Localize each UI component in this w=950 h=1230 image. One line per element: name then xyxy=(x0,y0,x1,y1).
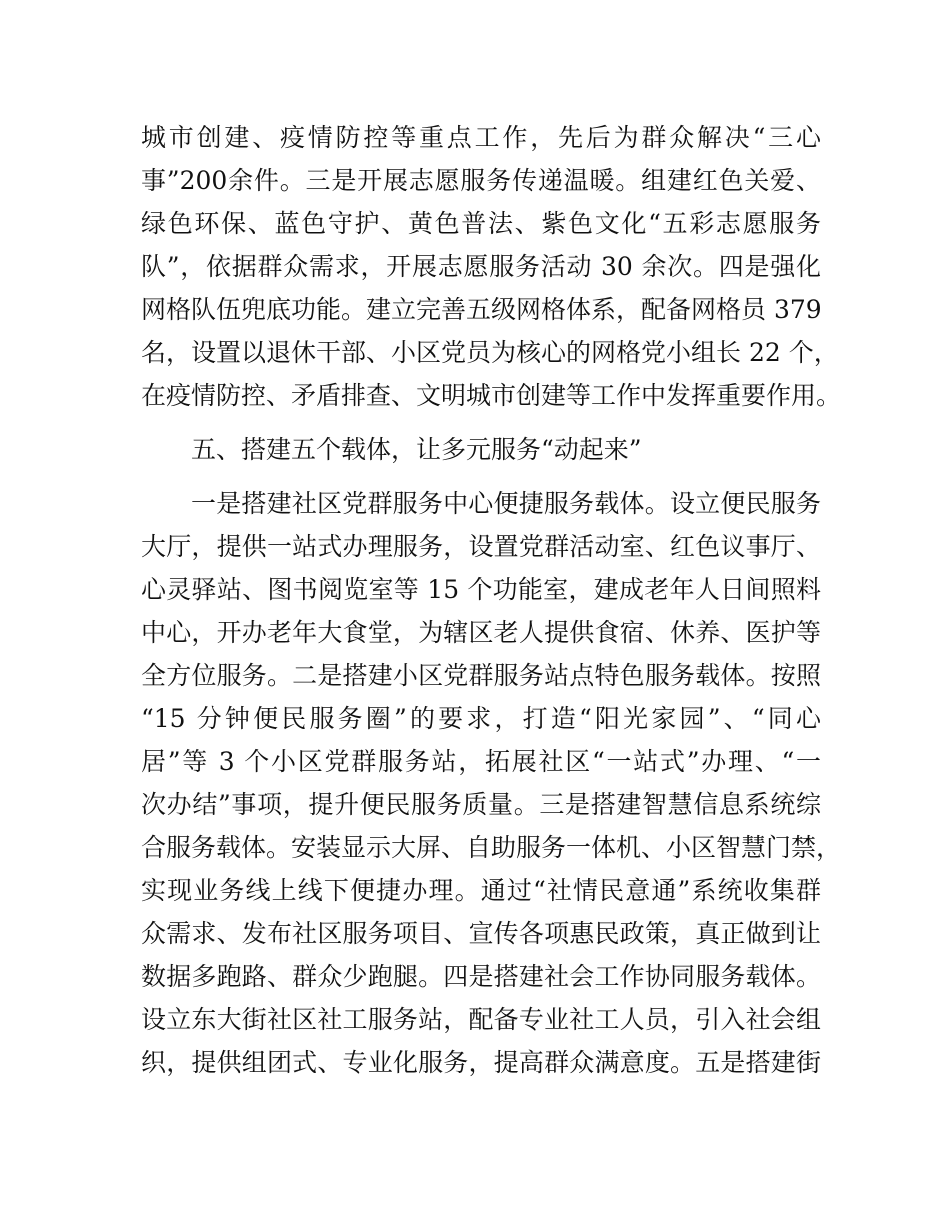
text-line: 绿色环保、蓝色守护、黄色普法、紫色文化“五彩志愿服务 xyxy=(141,209,821,238)
text-line: 一是搭建社区党群服务中心便捷服务载体。设立便民服务 xyxy=(191,489,821,518)
text-line: 大厅，提供一站式办理服务，设置党群活动室、红色议事厅、 xyxy=(141,532,821,561)
text-line: “15 分钟便民服务圈”的要求，打造“阳光家园”、“同心 xyxy=(141,704,821,733)
text-line: 城市创建、疫情防控等重点工作，先后为群众解决“三心 xyxy=(141,123,821,152)
text-line: 次办结”事项，提升便民服务质量。三是搭建智慧信息系统综 xyxy=(141,790,821,819)
text-line: 心灵驿站、图书阅览室等 15 个功能室，建成老年人日间照料 xyxy=(141,575,821,604)
text-line: 全方位服务。二是搭建小区党群服务站点特色服务载体。按照 xyxy=(141,661,821,690)
text-line: 队”，依据群众需求，开展志愿服务活动 30 余次。四是强化 xyxy=(141,252,821,281)
section-heading: 五、搭建五个载体，让多元服务“动起来” xyxy=(191,435,642,464)
text-line: 网格队伍兜底功能。建立完善五级网格体系，配备网格员 379 xyxy=(141,295,822,324)
text-line: 数据多跑路、群众少跑腿。四是搭建社会工作协同服务载体。 xyxy=(141,962,821,991)
text-line: 众需求、发布社区服务项目、宣传各项惠民政策，真正做到让 xyxy=(141,919,821,948)
text-line: 实现业务线上线下便捷办理。通过“社情民意通”系统收集群 xyxy=(141,876,821,905)
text-line: 名，设置以退休干部、小区党员为核心的网格党小组长 22 个， xyxy=(141,338,839,367)
text-line: 设立东大街社区社工服务站，配备专业社工人员，引入社会组 xyxy=(141,1005,821,1034)
text-line: 织，提供组团式、专业化服务，提高群众满意度。五是搭建街 xyxy=(141,1048,821,1077)
text-line: 事”200余件。三是开展志愿服务传递温暖。组建红色关爱、 xyxy=(141,166,821,195)
text-line: 在疫情防控、矛盾排查、文明城市创建等工作中发挥重要作用。 xyxy=(141,381,842,410)
text-line: 合服务载体。安装显示大屏、自助服务一体机、小区智慧门禁， xyxy=(141,833,842,862)
text-line: 居”等 3 个小区党群服务站，拓展社区“一站式”办理、“一 xyxy=(141,747,821,776)
text-line: 中心，开办老年大食堂，为辖区老人提供食宿、休养、医护等 xyxy=(141,618,821,647)
